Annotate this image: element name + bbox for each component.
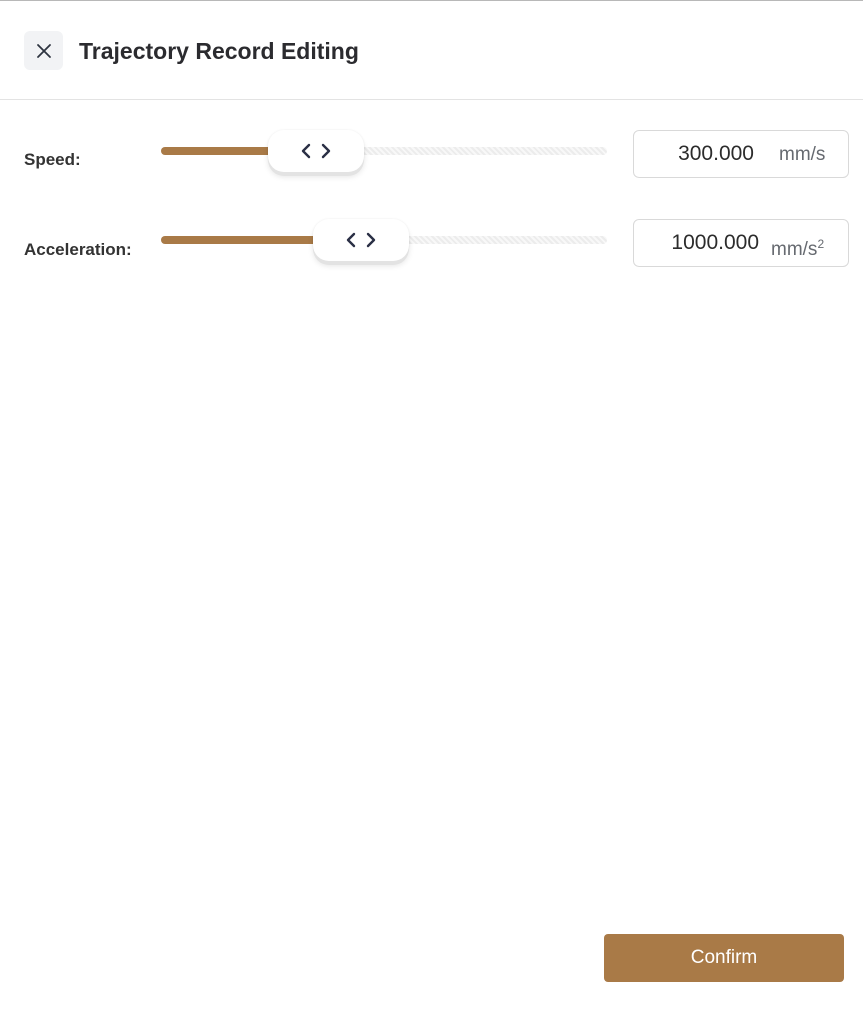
close-button[interactable] bbox=[24, 31, 63, 70]
acceleration-label: Acceleration: bbox=[24, 240, 132, 259]
chevron-left-right-icon bbox=[341, 230, 381, 250]
speed-row bbox=[0, 130, 863, 178]
dialog-header bbox=[0, 1, 863, 100]
acceleration-slider-thumb[interactable] bbox=[313, 219, 409, 261]
acceleration-value-field[interactable] bbox=[633, 219, 849, 267]
acceleration-unit-base: mm/s bbox=[771, 239, 818, 260]
acceleration-unit bbox=[771, 233, 824, 261]
confirm-button[interactable]: Confirm bbox=[604, 934, 844, 982]
dialog-title: Trajectory Record Editing bbox=[79, 38, 359, 64]
acceleration-slider-track[interactable] bbox=[161, 236, 607, 244]
speed-value-field[interactable] bbox=[633, 130, 849, 178]
speed-slider-track[interactable] bbox=[161, 147, 607, 155]
speed-unit: mm/s bbox=[779, 144, 826, 165]
acceleration-row bbox=[0, 219, 863, 267]
speed-input[interactable] bbox=[644, 141, 754, 167]
close-icon bbox=[36, 43, 52, 59]
chevron-left-right-icon bbox=[296, 141, 336, 161]
acceleration-unit-exponent: 2 bbox=[817, 237, 825, 251]
speed-slider-thumb[interactable] bbox=[268, 130, 364, 172]
speed-label: Speed: bbox=[24, 150, 81, 169]
acceleration-input[interactable] bbox=[644, 230, 759, 256]
